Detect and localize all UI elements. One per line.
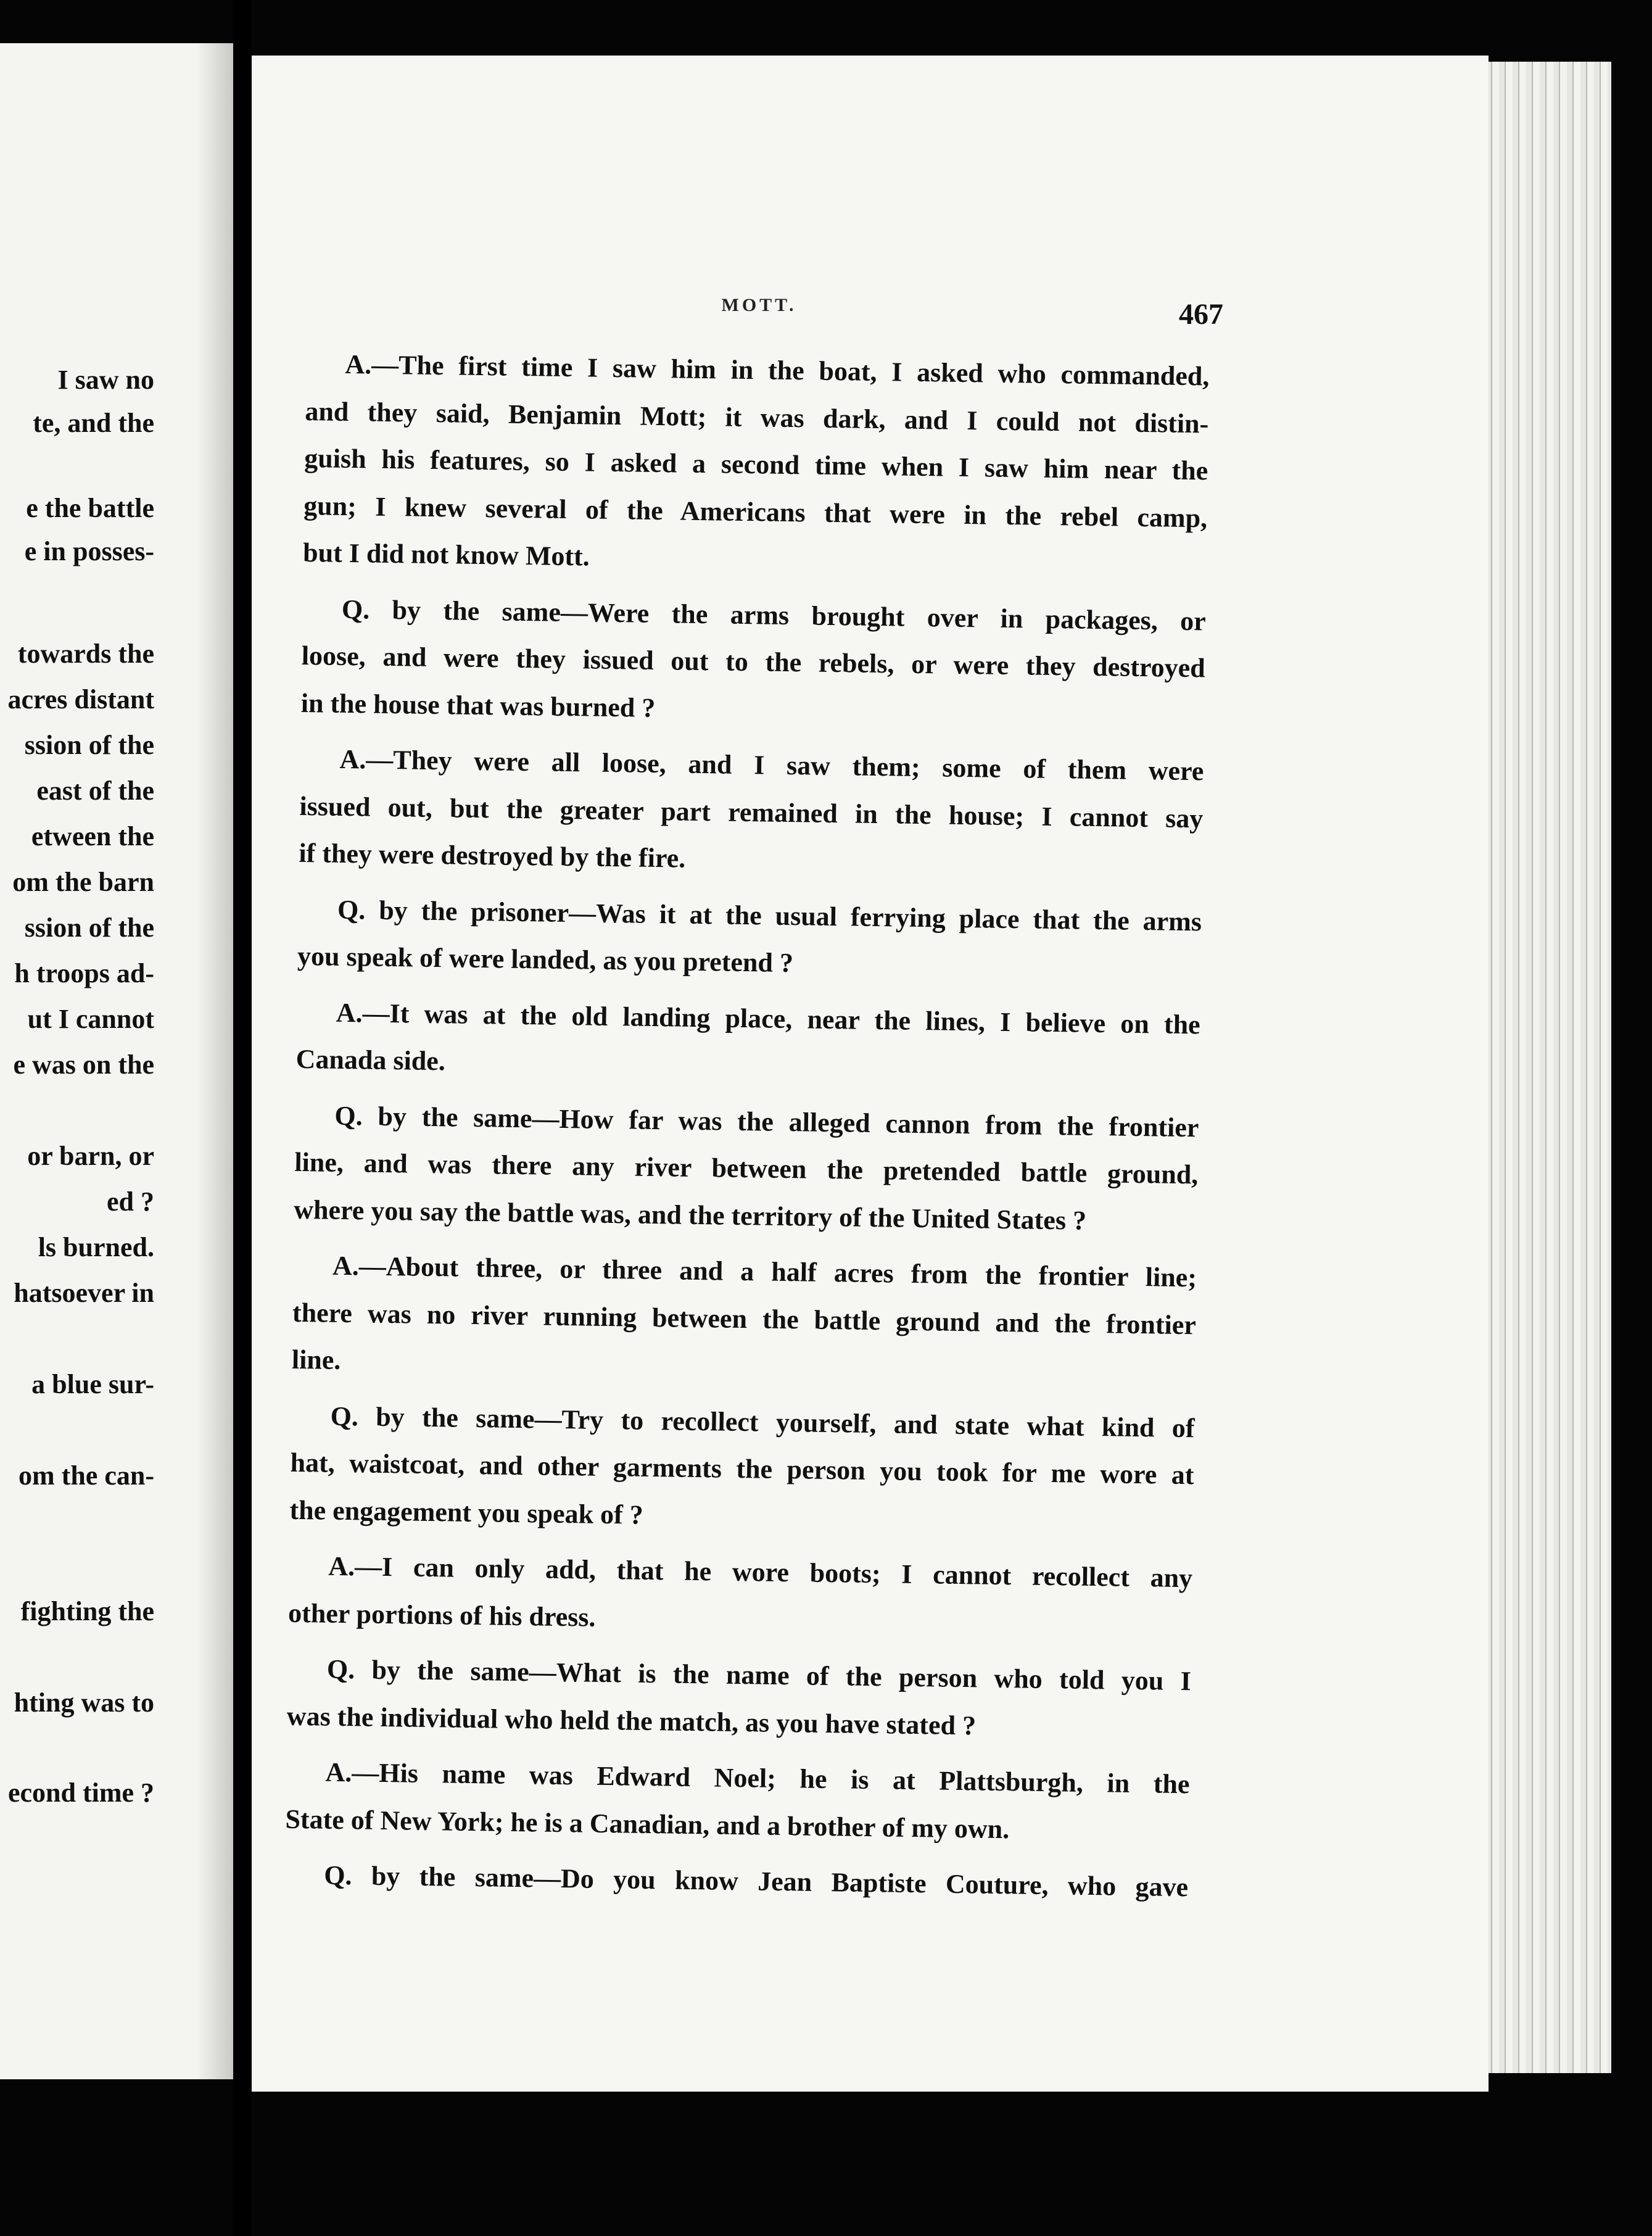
text-line: A.—The first time I saw him in the boat, I asked who commanded, bbox=[345, 349, 1210, 392]
body-text bbox=[284, 341, 1210, 1911]
text-line: Q. by the same—Do you know Jean Baptiste Couture, who gave bbox=[323, 1860, 1189, 1903]
left-page-line: etween the bbox=[31, 821, 154, 851]
text-line: other portions of his dress. bbox=[287, 1597, 596, 1633]
left-page-line: om the barn bbox=[12, 867, 154, 897]
text-line: Q. by the same—How far was the alleged cannon from the frontier bbox=[334, 1100, 1199, 1143]
text-line: State of New York; he is a Canadian, and a brother of my own. bbox=[285, 1803, 1010, 1844]
left-page-line: ed ? bbox=[107, 1186, 154, 1217]
text-line: loose, and were they issued out to the rebels, or were they destroyed bbox=[301, 640, 1206, 684]
left-page-line: towards the bbox=[17, 639, 154, 669]
left-page-line: I saw no bbox=[57, 365, 154, 395]
running-head: MOTT. bbox=[721, 295, 797, 315]
left-page-line: om the can- bbox=[19, 1460, 154, 1491]
text-line: Q. by the same—What is the name of the person who told you I bbox=[326, 1654, 1192, 1697]
left-page-line: fighting the bbox=[20, 1596, 154, 1626]
left-page-line: a blue sur- bbox=[31, 1369, 154, 1399]
left-page-line: ls burned. bbox=[38, 1232, 154, 1262]
book-gutter bbox=[233, 0, 252, 2236]
text-line: if they were destroyed by the fire. bbox=[299, 837, 686, 874]
left-page-line: east of the bbox=[36, 776, 154, 806]
text-line: Q. by the prisoner—Was it at the usual ferrying place that the arms bbox=[337, 894, 1202, 937]
text-line: A.—It was at the old landing place, near the lines, I believe on the bbox=[336, 997, 1201, 1040]
left-page bbox=[0, 43, 233, 2079]
text-line: in the house that was burned ? bbox=[300, 687, 656, 723]
text-line: was the individual who held the match, as you have stated ? bbox=[286, 1700, 977, 1741]
left-page-line: econd time ? bbox=[7, 1778, 154, 1808]
text-line: the engagement you speak of ? bbox=[289, 1494, 644, 1530]
gutter-shadow bbox=[196, 43, 233, 2079]
left-page-line: te, and the bbox=[33, 408, 154, 438]
right-page bbox=[252, 56, 1489, 2092]
text-line: guish his features, so I asked a second time when I saw him near the bbox=[304, 442, 1208, 486]
left-page-line: hatsoever in bbox=[14, 1278, 154, 1308]
text-line: Q. by the same—Were the arms brought over in packages, or bbox=[341, 594, 1207, 636]
text-line: where you say the battle was, and the territory of the United States ? bbox=[293, 1194, 1087, 1236]
text-line: and they said, Benjamin Mott; it was dark, and I could not distin- bbox=[305, 395, 1209, 439]
text-line: issued out, but the greater part remained in the house; I cannot say bbox=[299, 790, 1204, 834]
text-line: there was no river running between the battle ground and the frontier bbox=[292, 1297, 1197, 1340]
left-page-line: ssion of the bbox=[24, 730, 154, 760]
text-line: A.—I can only add, that he wore boots; I cannot recollect any bbox=[328, 1551, 1193, 1594]
left-page-line: h troops ad- bbox=[14, 958, 154, 988]
text-line: A.—They were all loose, and I saw them; some of them were bbox=[339, 743, 1204, 787]
text-line: hat, waistcoat, and other garments the person you took for me wore at bbox=[290, 1447, 1194, 1491]
left-page-line: e was on the bbox=[13, 1050, 154, 1080]
text-line: Q. by the same—Try to recollect yourself, and state what kind of bbox=[330, 1401, 1195, 1443]
text-line: gun; I knew several of the Americans that were in the rebel camp, bbox=[303, 490, 1208, 533]
left-page-line: ssion of the bbox=[24, 913, 154, 943]
page-number: 467 bbox=[1179, 298, 1223, 331]
left-page-line: hting was to bbox=[14, 1687, 154, 1718]
text-line: Canada side. bbox=[295, 1043, 446, 1077]
text-line: A.—His name was Edward Noel; he is at Plattsburgh, in the bbox=[325, 1757, 1190, 1800]
text-line: you speak of were landed, as you pretend ? bbox=[297, 940, 794, 979]
left-page-line: or barn, or bbox=[27, 1141, 154, 1171]
text-line: A.—About three, or three and a half acres from the frontier line; bbox=[332, 1250, 1197, 1293]
left-page-line: ut I cannot bbox=[27, 1004, 154, 1034]
left-page-line: e in posses- bbox=[24, 536, 154, 566]
text-line: line, and was there any river between the pretended battle ground, bbox=[294, 1146, 1199, 1190]
text-line: line. bbox=[291, 1344, 341, 1375]
text-line: but I did not know Mott. bbox=[302, 537, 590, 572]
left-page-line: acres distant bbox=[7, 684, 154, 714]
left-page-line: e the battle bbox=[26, 493, 154, 523]
